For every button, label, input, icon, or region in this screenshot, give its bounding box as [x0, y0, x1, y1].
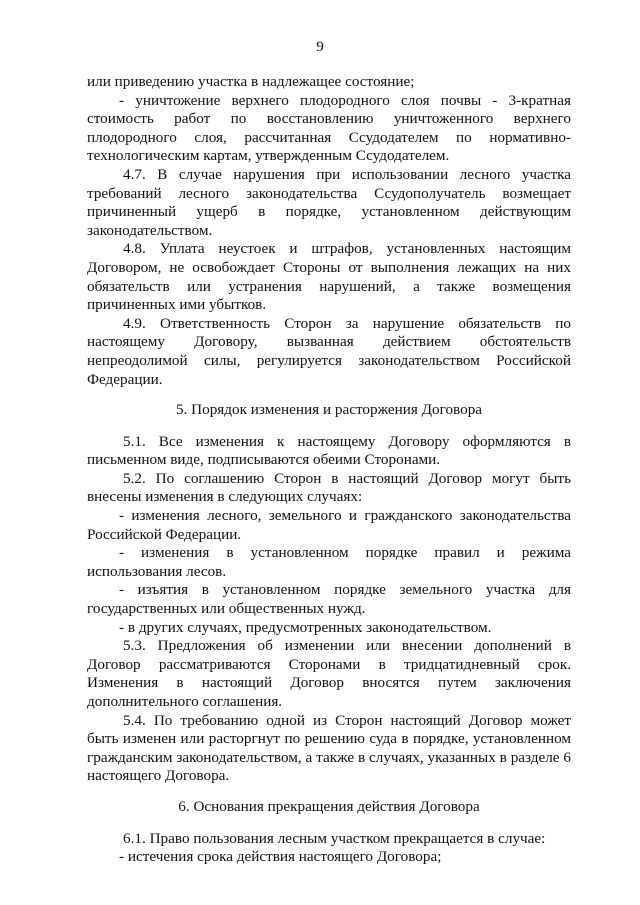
paragraph-5-3: 5.3. Предложения об изменении или внесении дополнений в Договор рассматриваются Сторонами в тридцатидневный срок. Изменения в настоящий Договор вносятся путем заключения дополнительного соглашения. [87, 637, 571, 710]
page-number: 9 [316, 38, 324, 55]
paragraph-list-item: - изменения в установленном порядке правил и режима использования лесов. [87, 544, 571, 580]
document-body [87, 73, 571, 867]
paragraph-5-4: 5.4. По требованию одной из Сторон настоящий Договор может быть изменен или расторгнут по решению суда в порядке, установленном гражданским законодательством, а также в случаях, указанных в разделе 6 настоящего Договора. [87, 711, 571, 785]
section-5-heading: 5. Порядок изменения и расторжения Договора [175, 401, 483, 419]
paragraph-continuation: или приведению участка в надлежащее состояние; [87, 73, 415, 90]
paragraph-5-2: 5.2. По соглашению Сторон в настоящий Договор могут быть внесены изменения в следующих случаях: [87, 469, 571, 506]
paragraph-list-item: - в других случаях, предусмотренных законодательством. [119, 618, 492, 636]
paragraph-list-item: - уничтожение верхнего плодородного слоя почвы - 3-кратная стоимость работ по восстановлению уничтоженного верхнего плодородного слоя, рассчитанная Ссудодателем по нормативно-технологическим картам, утвержденным Ссудодателем. [87, 91, 571, 165]
paragraph-4-8: 4.8. Уплата неустоек и штрафов, установленных настоящим Договором, не освобождает Стороны от выполнения лежащих на них обязательств или устранения нарушений, а также возмещения причиненных ими убытков. [87, 240, 571, 314]
section-6-heading: 6. Основания прекращения действия Договора [178, 797, 480, 815]
paragraph-6-1: 6.1. Право пользования лесным участком прекращается в случае: [123, 829, 546, 847]
paragraph-4-7: 4.7. В случае нарушения при использовании лесного участка требований лесного законодательства Ссудополучатель возмещает причиненный ущерб в порядке, установленном действующим законодательством. [87, 165, 571, 239]
paragraph-list-item: - истечения срока действия настоящего Договора; [119, 848, 442, 866]
paragraph-list-item: - изменения лесного, земельного и гражданского законодательства Российской Федерации. [87, 507, 571, 543]
paragraph-5-1: 5.1. Все изменения к настоящему Договору оформляются в письменном виде, подписываются обеими Сторонами. [87, 432, 571, 469]
paragraph-list-item: - изъятия в установленном порядке земельного участка для государственных или общественных нужд. [87, 581, 571, 618]
paragraph-4-9: 4.9. Ответственность Сторон за нарушение обязательств по настоящему Договору, вызванная действием обстоятельств непреодолимой силы, регулируется законодательством Российской Федерации. [87, 314, 571, 388]
